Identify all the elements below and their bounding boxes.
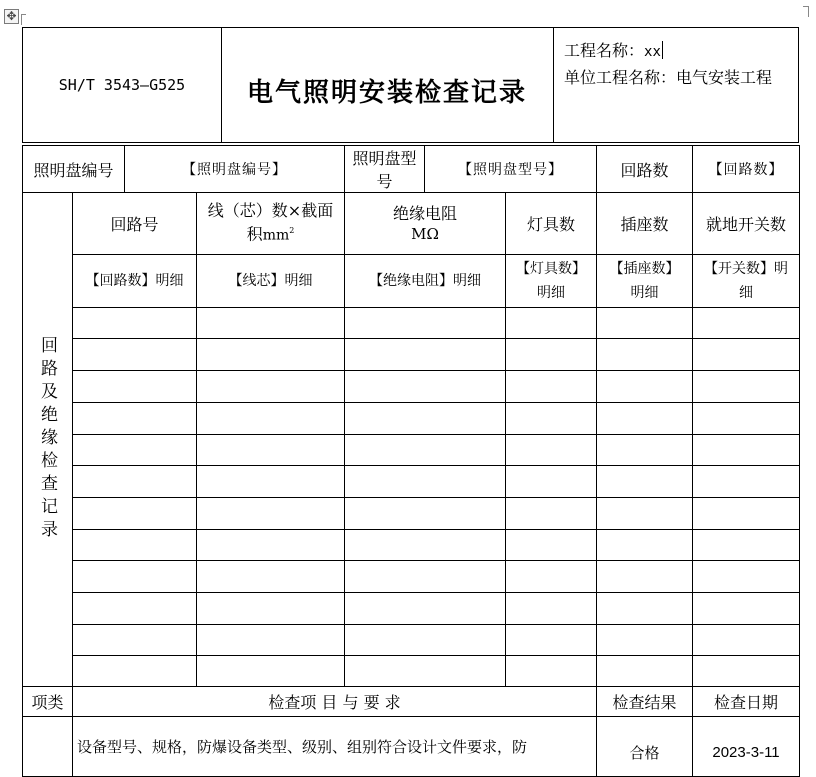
- check-category-header[interactable]: 项类: [23, 687, 73, 717]
- table-cell[interactable]: [197, 530, 345, 561]
- detail-insulation[interactable]: 【绝缘电阻】明细: [345, 255, 506, 308]
- check-header-row: [23, 687, 800, 717]
- document-title[interactable]: 电气照明安装检查记录: [246, 78, 527, 108]
- table-cell[interactable]: [693, 656, 800, 687]
- header-divider: [553, 28, 554, 142]
- table-cell[interactable]: [597, 435, 693, 466]
- table-cell[interactable]: [506, 593, 597, 625]
- table-row: [23, 435, 800, 466]
- table-cell[interactable]: [345, 561, 506, 593]
- table-row: [23, 403, 800, 435]
- detail-switches[interactable]: 【开关数】明细: [693, 255, 800, 308]
- check-date-value: 2023-3-11: [712, 744, 780, 761]
- table-cell[interactable]: [197, 625, 345, 656]
- table-cell[interactable]: [693, 593, 800, 625]
- table-cell[interactable]: [73, 625, 197, 656]
- table-cell[interactable]: [197, 561, 345, 593]
- table-cell[interactable]: [597, 403, 693, 435]
- table-cell[interactable]: [197, 403, 345, 435]
- table-row: [23, 498, 800, 530]
- table-row: [23, 339, 800, 371]
- header-block: [22, 27, 799, 143]
- table-cell[interactable]: [345, 625, 506, 656]
- col-insulation[interactable]: [345, 193, 506, 255]
- standard-code[interactable]: SH/T 3543—G525: [58, 76, 186, 94]
- table-cell[interactable]: [73, 339, 197, 371]
- panel-no-label[interactable]: 照明盘编号: [23, 146, 125, 193]
- table-cell[interactable]: [345, 435, 506, 466]
- circuit-count-value[interactable]: 【回路数】: [693, 146, 800, 193]
- table-cell[interactable]: [345, 656, 506, 687]
- project-name-line[interactable]: [564, 38, 772, 65]
- panel-model-label[interactable]: 照明盘型号: [345, 146, 425, 193]
- panel-model-value[interactable]: 【照明盘型号】: [425, 146, 597, 193]
- table-cell[interactable]: [197, 498, 345, 530]
- table-cell[interactable]: [73, 593, 197, 625]
- col-sockets[interactable]: 插座数: [597, 193, 693, 255]
- table-cell[interactable]: [345, 403, 506, 435]
- check-category-cell[interactable]: [23, 717, 73, 777]
- table-cell[interactable]: [73, 403, 197, 435]
- table-cell[interactable]: [597, 593, 693, 625]
- table-cell[interactable]: [597, 339, 693, 371]
- table-cell[interactable]: [73, 530, 197, 561]
- check-result-cell[interactable]: [597, 717, 693, 777]
- table-cell[interactable]: [693, 403, 800, 435]
- table-row: [23, 561, 800, 593]
- col-insulation-line1: 绝缘电阻: [393, 203, 458, 223]
- side-label: 回路及绝缘检查记录: [37, 336, 57, 543]
- col-circuit-no[interactable]: 回路号: [73, 193, 197, 255]
- table-cell[interactable]: [506, 371, 597, 403]
- table-cell[interactable]: [506, 561, 597, 593]
- detail-row: [23, 255, 800, 308]
- page-corner-mark: [21, 14, 26, 25]
- table-cell[interactable]: [345, 339, 506, 371]
- table-row: [23, 625, 800, 656]
- table-cell[interactable]: [506, 435, 597, 466]
- col-switches[interactable]: 就地开关数: [693, 193, 800, 255]
- table-cell[interactable]: [197, 339, 345, 371]
- panel-info-row: [23, 146, 800, 193]
- table-move-handle-icon[interactable]: ✥: [4, 9, 19, 24]
- table-cell[interactable]: [73, 308, 197, 339]
- col-insulation-unit: MΩ: [411, 224, 439, 243]
- table-cell[interactable]: [693, 371, 800, 403]
- table-cell[interactable]: [506, 656, 597, 687]
- project-name-value[interactable]: xx: [644, 44, 661, 60]
- column-header-row: [23, 193, 800, 255]
- table-cell[interactable]: [73, 656, 197, 687]
- col-wire-line2: 积$mm^2$: [246, 224, 295, 244]
- table-cell[interactable]: [506, 498, 597, 530]
- table-row: [23, 308, 800, 339]
- table-cell[interactable]: [73, 498, 197, 530]
- check-date-header[interactable]: 检查日期: [693, 687, 800, 717]
- table-cell[interactable]: [197, 593, 345, 625]
- table-cell[interactable]: [693, 561, 800, 593]
- inspection-table: [22, 145, 800, 777]
- side-label-cell[interactable]: [23, 193, 73, 687]
- table-cell[interactable]: [693, 498, 800, 530]
- table-cell[interactable]: [197, 308, 345, 339]
- check-item-text[interactable]: 设备型号、规格，防爆设备类型、级别、组别符合设计文件要求，防: [73, 717, 597, 777]
- detail-wire[interactable]: 【线芯】明细: [197, 255, 345, 308]
- table-cell[interactable]: [506, 339, 597, 371]
- table-cell[interactable]: [197, 435, 345, 466]
- detail-lamps[interactable]: 【灯具数】明细: [506, 255, 597, 308]
- table-cell[interactable]: [345, 466, 506, 498]
- table-row: [23, 466, 800, 498]
- unit-project-value[interactable]: 电气安装工程: [676, 68, 773, 87]
- table-cell[interactable]: [506, 308, 597, 339]
- table-cell[interactable]: [693, 435, 800, 466]
- check-result-value: 合格: [629, 744, 660, 762]
- table-row: [23, 593, 800, 625]
- table-cell[interactable]: [506, 530, 597, 561]
- table-row: [23, 656, 800, 687]
- table-cell[interactable]: [693, 308, 800, 339]
- table-cell[interactable]: [73, 435, 197, 466]
- unit-project-line[interactable]: [564, 65, 772, 91]
- table-cell[interactable]: [345, 371, 506, 403]
- table-cell[interactable]: [597, 371, 693, 403]
- table-row: [23, 530, 800, 561]
- detail-sockets[interactable]: 【插座数】明细: [597, 255, 693, 308]
- table-cell[interactable]: [597, 498, 693, 530]
- table-cell[interactable]: [506, 403, 597, 435]
- table-cell[interactable]: [197, 371, 345, 403]
- unit-project-label: 单位工程名称：: [564, 68, 677, 87]
- project-info[interactable]: [564, 38, 772, 91]
- detail-circuit[interactable]: 【回路数】明细: [73, 255, 197, 308]
- check-items-header[interactable]: 检查项 目 与 要 求: [73, 687, 597, 717]
- table-cell[interactable]: [345, 498, 506, 530]
- table-cell[interactable]: [506, 625, 597, 656]
- page-corner-mark-right: [803, 6, 809, 17]
- table-cell[interactable]: [597, 656, 693, 687]
- text-cursor: [662, 41, 663, 59]
- table-cell[interactable]: [345, 530, 506, 561]
- panel-no-value[interactable]: 【照明盘编号】: [125, 146, 345, 193]
- table-cell[interactable]: [597, 308, 693, 339]
- circuit-count-label[interactable]: 回路数: [597, 146, 693, 193]
- table-cell[interactable]: [73, 466, 197, 498]
- table-cell[interactable]: [597, 530, 693, 561]
- col-wire-line1: 线（芯）数×截面: [207, 201, 334, 221]
- col-wire-section[interactable]: [197, 193, 345, 255]
- table-cell[interactable]: [597, 625, 693, 656]
- check-result-header[interactable]: 检查结果: [597, 687, 693, 717]
- table-cell[interactable]: [197, 466, 345, 498]
- table-cell[interactable]: [693, 339, 800, 371]
- table-cell[interactable]: [506, 466, 597, 498]
- table-cell[interactable]: [345, 308, 506, 339]
- table-cell[interactable]: [693, 625, 800, 656]
- table-cell[interactable]: [693, 530, 800, 561]
- check-row: [23, 717, 800, 777]
- project-name-label: 工程名称：: [564, 41, 645, 60]
- table-cell[interactable]: [597, 466, 693, 498]
- table-cell[interactable]: [345, 593, 506, 625]
- table-cell[interactable]: [693, 466, 800, 498]
- check-date-cell[interactable]: [693, 717, 800, 777]
- table-row: [23, 371, 800, 403]
- table-cell[interactable]: [597, 561, 693, 593]
- col-lamps[interactable]: 灯具数: [506, 193, 597, 255]
- table-cell[interactable]: [73, 371, 197, 403]
- table-cell[interactable]: [73, 561, 197, 593]
- table-cell[interactable]: [197, 656, 345, 687]
